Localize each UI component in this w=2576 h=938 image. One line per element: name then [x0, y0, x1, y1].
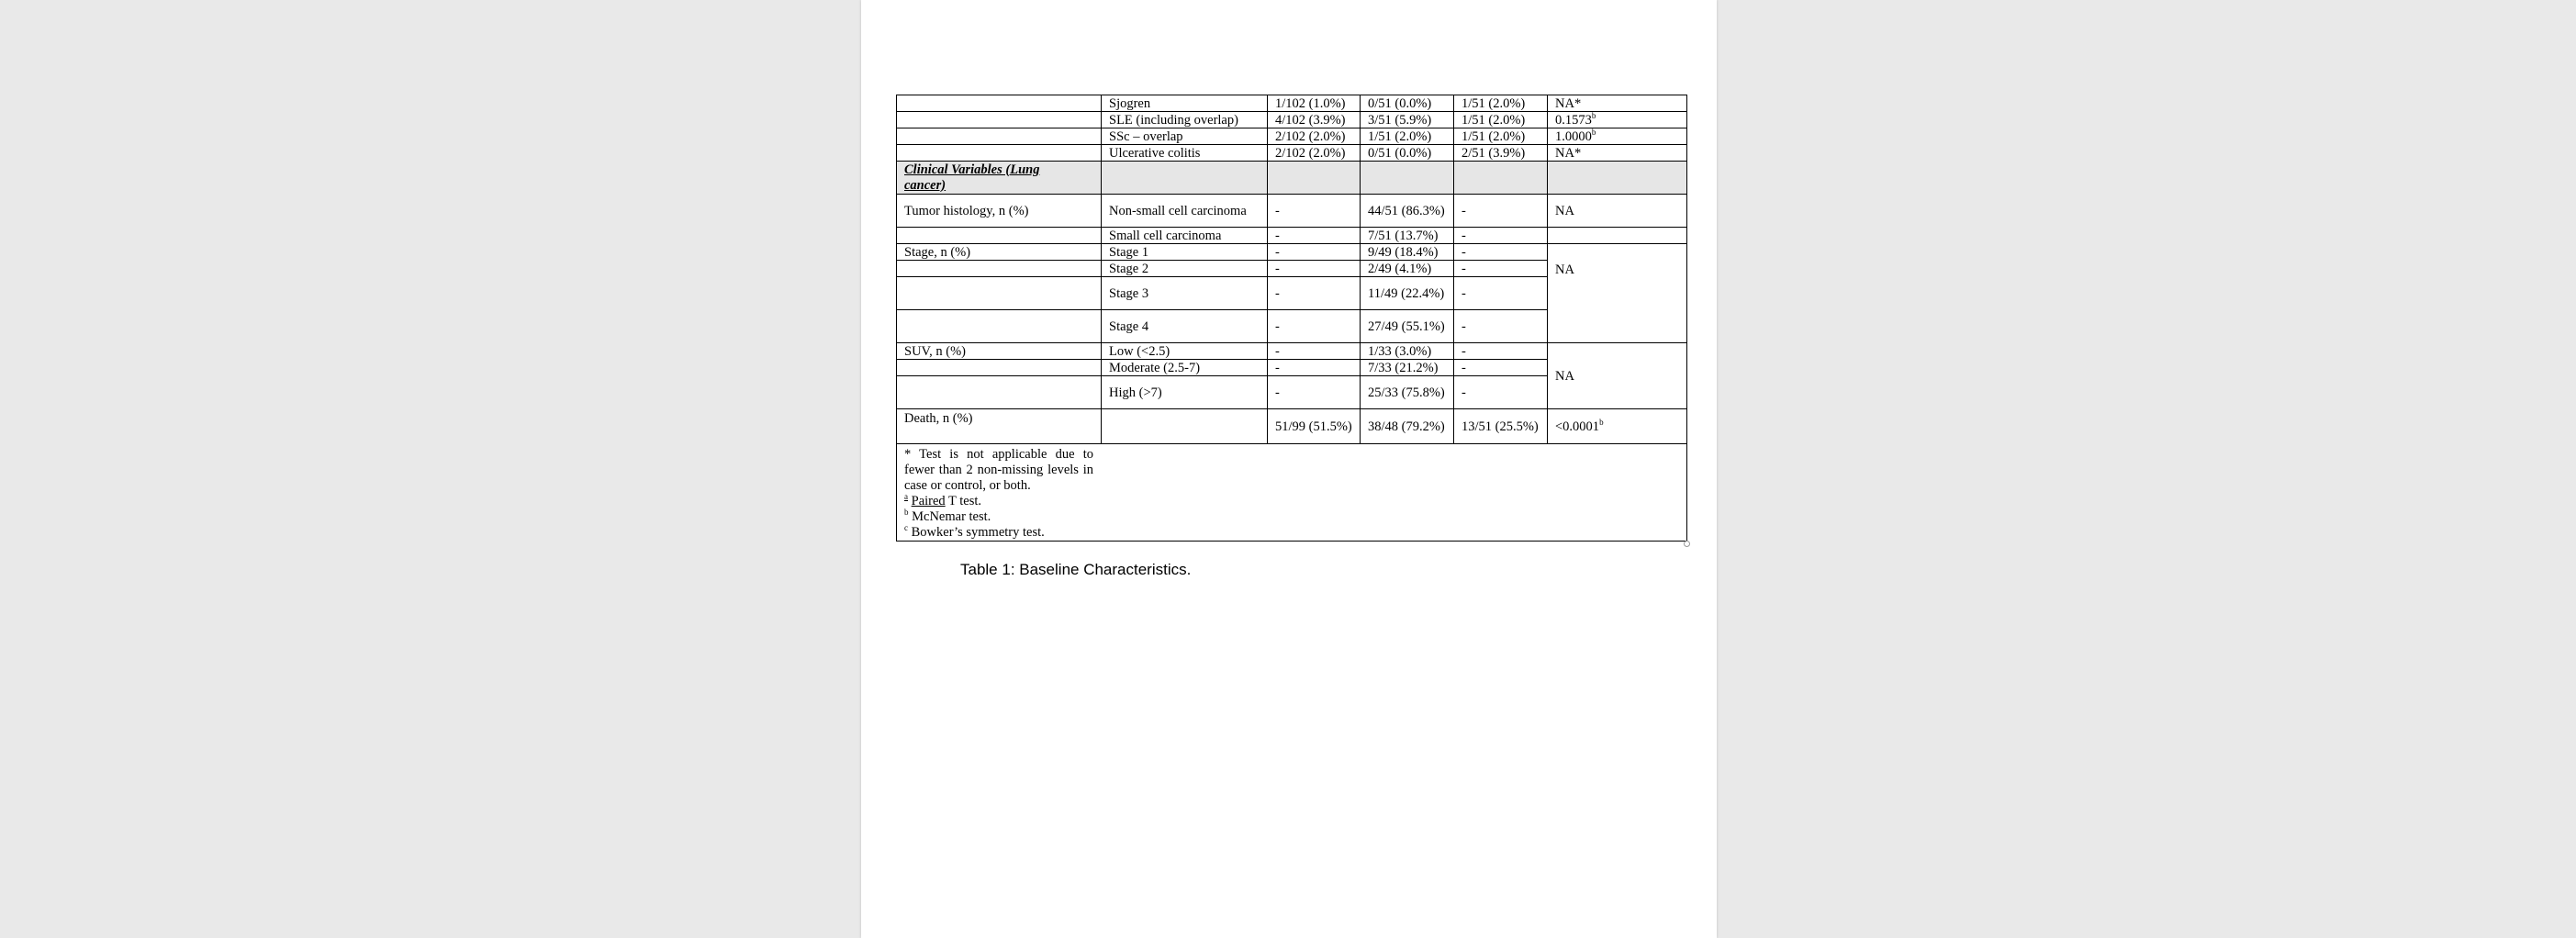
- footnote-a: [904, 494, 1093, 509]
- cell-level: Stage 2: [1102, 261, 1268, 277]
- cell-all: 4/102 (3.9%): [1268, 112, 1361, 128]
- cell-level: Non-small cell carcinoma: [1102, 195, 1268, 228]
- document-page: [861, 0, 1717, 938]
- cell-all: -: [1268, 261, 1361, 277]
- cell-case: 0/51 (0.0%): [1361, 95, 1454, 112]
- cell-variable: [897, 261, 1102, 277]
- cell-variable: [897, 310, 1102, 343]
- cell-case: 44/51 (86.3%): [1361, 195, 1454, 228]
- cell-p-value: [1548, 228, 1687, 244]
- cell-variable: [897, 228, 1102, 244]
- cell-level: Small cell carcinoma: [1102, 228, 1268, 244]
- cell-level: Stage 4: [1102, 310, 1268, 343]
- cell-variable: [897, 277, 1102, 310]
- cell-all: -: [1268, 343, 1361, 360]
- table-row: [897, 112, 1687, 128]
- cell-all: 2/102 (2.0%): [1268, 128, 1361, 145]
- table-row: [897, 128, 1687, 145]
- cell-level: Stage 1: [1102, 244, 1268, 261]
- cell-control: 1/51 (2.0%): [1454, 112, 1548, 128]
- footnote-b-text: McNemar test.: [908, 509, 991, 524]
- cell-all: 2/102 (2.0%): [1268, 145, 1361, 162]
- table-resize-handle[interactable]: [1684, 541, 1690, 547]
- cell-case: 2/49 (4.1%): [1361, 261, 1454, 277]
- cell-variable: [897, 128, 1102, 145]
- cell-p-value: [1548, 112, 1687, 128]
- superscript: b: [1599, 417, 1604, 427]
- cell-all: -: [1268, 376, 1361, 409]
- cell-all: -: [1268, 310, 1361, 343]
- section-title: Clinical Variables (Lung cancer): [904, 162, 1040, 193]
- cell-control: -: [1454, 261, 1548, 277]
- section-empty-cell: [1268, 162, 1361, 195]
- cell-p-value: [1548, 128, 1687, 145]
- cell-control: 13/51 (25.5%): [1454, 409, 1548, 444]
- table-row: [897, 228, 1687, 244]
- superscript: b: [1591, 128, 1596, 137]
- cell-p-value: NA: [1548, 195, 1687, 228]
- section-header-row: [897, 162, 1687, 195]
- cell-case: 7/51 (13.7%): [1361, 228, 1454, 244]
- cell-case: 7/33 (21.2%): [1361, 360, 1454, 376]
- table-row: [897, 244, 1687, 261]
- cell-all: -: [1268, 195, 1361, 228]
- table-row: [897, 195, 1687, 228]
- cell-all: -: [1268, 277, 1361, 310]
- cell-control: -: [1454, 310, 1548, 343]
- cell-p-value: NA*: [1548, 145, 1687, 162]
- cell-variable: [897, 360, 1102, 376]
- cell-control: -: [1454, 277, 1548, 310]
- cell-level: Moderate (2.5-7): [1102, 360, 1268, 376]
- cell-variable: [897, 145, 1102, 162]
- p-value-text: <0.0001: [1555, 419, 1600, 434]
- cell-level: Ulcerative colitis: [1102, 145, 1268, 162]
- cell-all: -: [1268, 244, 1361, 261]
- footnote-star: * Test is not applicable due to fewer than 2 non-missing levels in case or control, or both.: [904, 447, 1093, 493]
- cell-control: 1/51 (2.0%): [1454, 128, 1548, 145]
- notes-cell: [897, 444, 1687, 542]
- cell-all: -: [1268, 360, 1361, 376]
- cell-control: -: [1454, 376, 1548, 409]
- cell-case: 38/48 (79.2%): [1361, 409, 1454, 444]
- cell-case: 27/49 (55.1%): [1361, 310, 1454, 343]
- cell-level: SSc – overlap: [1102, 128, 1268, 145]
- cell-case: 3/51 (5.9%): [1361, 112, 1454, 128]
- section-empty-cell: [1454, 162, 1548, 195]
- cell-variable: Stage, n (%): [897, 244, 1102, 261]
- superscript: c: [904, 523, 908, 533]
- cell-control: 2/51 (3.9%): [1454, 145, 1548, 162]
- cell-level: Sjogren: [1102, 95, 1268, 112]
- footnote-b: [904, 509, 1093, 525]
- cell-level: Low (<2.5): [1102, 343, 1268, 360]
- cell-p-value: NA*: [1548, 95, 1687, 112]
- cell-case: 1/51 (2.0%): [1361, 128, 1454, 145]
- cell-all: -: [1268, 228, 1361, 244]
- cell-case: 1/33 (3.0%): [1361, 343, 1454, 360]
- table-row: [897, 343, 1687, 360]
- cell-case: 25/33 (75.8%): [1361, 376, 1454, 409]
- cell-control: -: [1454, 228, 1548, 244]
- cell-variable: Death, n (%): [897, 409, 1102, 444]
- table-row: [897, 409, 1687, 444]
- section-empty-cell: [1361, 162, 1454, 195]
- table-caption: Table 1: Baseline Characteristics.: [960, 561, 1192, 578]
- cell-variable: [897, 95, 1102, 112]
- cell-control: -: [1454, 343, 1548, 360]
- cell-level: [1102, 409, 1268, 444]
- cell-control: -: [1454, 360, 1548, 376]
- footnote-a-word: Paired: [911, 494, 946, 508]
- cell-p-value: NA: [1548, 343, 1687, 409]
- table-row: [897, 95, 1687, 112]
- cell-p-value: [1548, 409, 1687, 444]
- cell-all: 1/102 (1.0%): [1268, 95, 1361, 112]
- notes-row: [897, 444, 1687, 542]
- cell-control: -: [1454, 244, 1548, 261]
- cell-variable: Tumor histology, n (%): [897, 195, 1102, 228]
- cell-p-value: NA: [1548, 244, 1687, 343]
- cell-level: SLE (including overlap): [1102, 112, 1268, 128]
- cell-control: -: [1454, 195, 1548, 228]
- p-value-text: 1.0000: [1555, 128, 1592, 144]
- section-empty-cell: [1548, 162, 1687, 195]
- section-title-cell: [897, 162, 1102, 195]
- cell-case: 11/49 (22.4%): [1361, 277, 1454, 310]
- p-value-text: 0.1573: [1555, 112, 1592, 128]
- table-row: [897, 145, 1687, 162]
- baseline-characteristics-table: [896, 95, 1687, 542]
- section-empty-cell: [1102, 162, 1268, 195]
- superscript: a: [904, 492, 908, 502]
- footnote-a-rest: T test.: [945, 494, 982, 508]
- cell-all: 51/99 (51.5%): [1268, 409, 1361, 444]
- cell-level: Stage 3: [1102, 277, 1268, 310]
- footnote-c-text: Bowker’s symmetry test.: [908, 525, 1045, 540]
- footnote-c: [904, 525, 1093, 541]
- superscript: b: [1591, 111, 1596, 120]
- cell-variable: SUV, n (%): [897, 343, 1102, 360]
- table-footnotes: [904, 447, 1093, 541]
- cell-control: 1/51 (2.0%): [1454, 95, 1548, 112]
- cell-case: 9/49 (18.4%): [1361, 244, 1454, 261]
- superscript: b: [904, 508, 909, 518]
- cell-case: 0/51 (0.0%): [1361, 145, 1454, 162]
- cell-variable: [897, 112, 1102, 128]
- cell-level: High (>7): [1102, 376, 1268, 409]
- cell-variable: [897, 376, 1102, 409]
